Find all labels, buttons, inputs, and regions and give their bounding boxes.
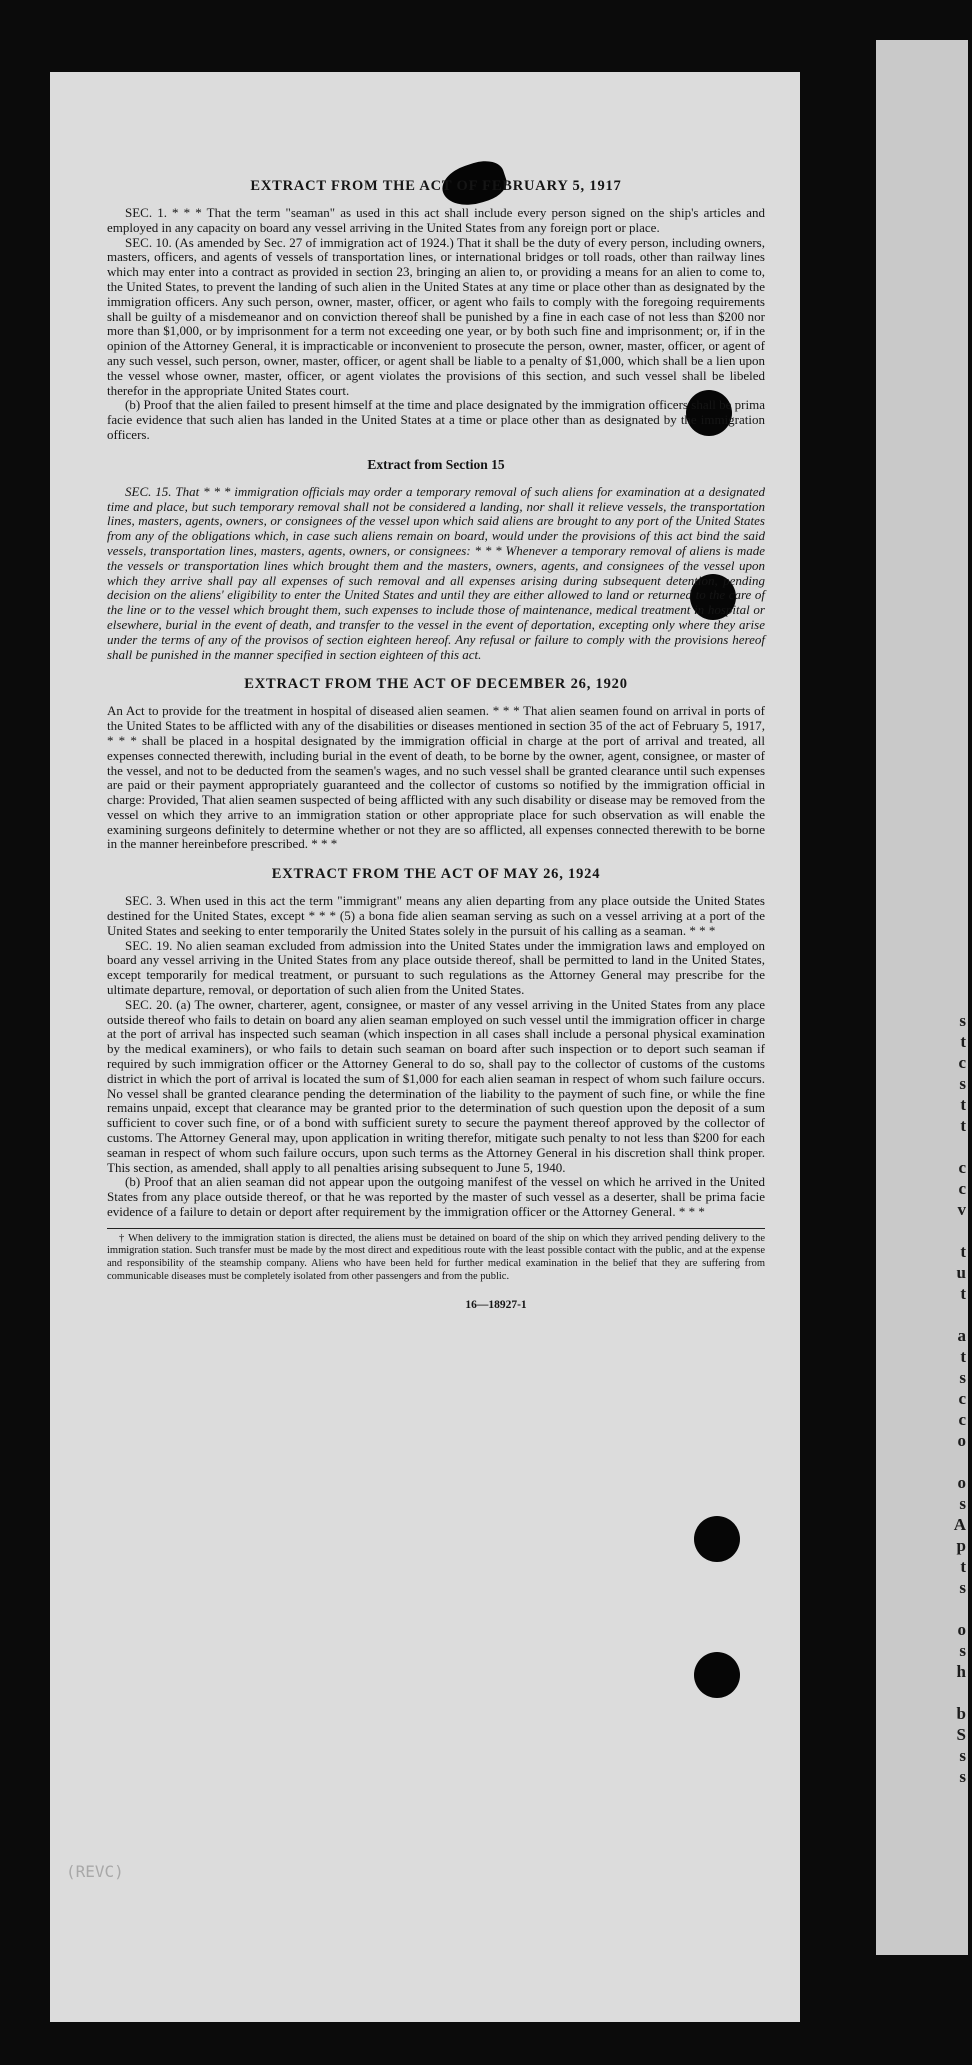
edge-letter: S [956,1725,966,1744]
act-1920-paragraph: An Act to provide for the treatment in hospital of diseased alien seamen. * * * That alien seamen found on arrival in ports of the United States to be afflicted with any of the disabilities or diseases mentioned in section 35 of the act of February 5, 1917, * * * shall be placed in a hospital designated by the immigration official in charge at the port of arrival and treated, all expenses connected therewith, including burial in the event of death, to be borne by the owner, agent, consignee, or master of the vessel, and not to be deducted from the seamen's wages, and no such vessel shall be granted clearance until such expenses are paid or their payment appropriately guaranteed and the collector of customs so notified by the immigration official in charge: Provided, That alien seamen suspected of being afflicted with any such disability or disease may be removed from the vessel on which they arrive to an immigration station or other appropriate place for such observation as will enable the examining surgeons definitely to determine whether or not they are so afflicted, all expenses connected therewith to be borne in the manner hereinbefore prescribed. * * * [107,703,765,852]
edge-letter: s [959,1746,966,1765]
edge-letter [954,1136,966,1157]
edge-letter: u [956,1263,966,1282]
edge-letter: t [960,1032,966,1051]
punch-hole-4 [694,1652,740,1698]
edge-letter: c [958,1179,966,1198]
footnote-divider [107,1228,765,1229]
edge-letter: A [953,1515,966,1534]
edge-letter: s [959,1368,966,1387]
edge-letter: s [959,1578,966,1597]
section-15-paragraph: SEC. 15. That * * * immigration officials may order a temporary removal of such aliens for examination at a designated time and place, but such temporary removal shall not be considered a landing, nor shall it relieve vessels, the transportation lines, masters, agents, owners, or consignees of the vessel upon which said aliens are brought to any port of the United States from any of the obligations which, in case such aliens remain on board, would under the provisions of this act bind the said vessels, transportation lines, masters, agents, owners, or consignees: * * * Whenever a temporary removal of aliens is made the vessels or transportation lines which brought them and the masters, owners, agents, and consignees of the vessel upon which they arrive shall pay all expenses of such removal and all expenses arising during subsequent detention, pending decision on the aliens' eligibility to enter the United States and until they are either allowed to land or returned to the care of the line or to the vessel which brought them, such expenses to include those of maintenance, medical treatment in hospital or elsewhere, burial in the event of death, and transfer to the vessel in the event of deportation, excepting only where they arise under the terms of any of the provisos of section eighteen hereof. Any refusal or failure to comply with the provisions hereof shall be punished in the manner specified in section eighteen of this act. [107,483,765,662]
edge-letter [954,1304,966,1325]
edge-letter: o [957,1431,966,1450]
edge-letter: s [959,1074,966,1093]
edge-letter: t [960,1557,966,1576]
adjacent-page-edge-letters [954,1010,966,1787]
edge-letter: v [957,1200,966,1219]
edge-letter [954,1682,966,1703]
punch-hole-3 [694,1516,740,1562]
edge-letter: p [956,1536,966,1555]
heading-act-1924: EXTRACT FROM THE ACT OF MAY 26, 1924 [271,866,601,883]
edge-letter: h [956,1662,966,1681]
edge-letter: s [959,1494,966,1513]
edge-letter: c [958,1410,966,1429]
footnote: † When delivery to the immigration station is directed, the aliens must be detained on board of the ship on which they arrived pending delivery to the immigration station. Such transfer must be made by the most direct and expeditious route with the least possible contact with the public, and at the expense and responsibility of the steamship company. Aliens who have been held for further medical examination in the belief that they are suffering from communicable diseases must be completely isolated from other passengers and from the public. [107,1232,765,1282]
document-page [50,72,800,2022]
heading-act-1920: EXTRACT FROM THE ACT OF DECEMBER 26, 1920 [244,676,628,693]
edge-letter: c [958,1053,966,1072]
edge-letter [954,1220,966,1241]
section-10-paragraph: SEC. 10. (As amended by Sec. 27 of immigration act of 1924.) That it shall be the duty of every person, including owners, masters, officers, and agents of vessels of transportation lines, or international bridges or toll roads, other than railway lines which may enter into a contract as provided in section 23, bringing an alien to, or providing a means for an alien to come to, the United States, to prevent the landing of such alien in the United States at any time or place other than as designated by the immigration officers. Any such person, owner, master, officer, or agent who fails to comply with the foregoing requirements shall be guilty of a misdemeanor and on conviction thereof shall be punished by a fine in each case of not less than $200 nor more than $1,000, or by imprisonment for a term not exceeding one year, or by both such fine and imprisonment; or, if in the opinion of the Attorney General, it is impracticable or inconvenient to prosecute the person, owner, master, officer, or agent of any such vessel, such person, owner, master, officer, or agent shall be liable to a penalty of $1,000, which shall be a lien upon the vessel whose owner, master, officer, or agent violates the provisions of this section, and such vessel shall be libeled therefor in the appropriate United States court. [107,234,765,398]
edge-letter: c [958,1389,966,1408]
edge-letter: t [960,1347,966,1366]
heading-section-15: Extract from Section 15 [367,456,505,472]
adjacent-page-strip [876,40,968,1955]
edge-letter: t [960,1284,966,1303]
section-3-paragraph: SEC. 3. When used in this act the term "immigrant" means any alien departing from any place outside the United States destined for the United States, except * * * (5) a bona fide alien seaman serving as such on a vessel arriving at a port of the United States and seeking to enter temporarily the United States solely in the pursuit of his calling as a seaman. * * * [107,893,765,938]
edge-letter: o [957,1473,966,1492]
edge-letter: c [958,1158,966,1177]
edge-letter: b [956,1704,966,1723]
section-19-paragraph: SEC. 19. No alien seaman excluded from admission into the United States under the immigration laws and employed on board any vessel arriving in the United States from any place outside thereof, shall be permitted to land in the United States, except temporarily for medical treatment, or pursuant to such regulations as the Attorney General may prescribe for the ultimate departure, removal, or deportation of such alien from the United States. [107,937,765,998]
document-body [107,176,765,1311]
margin-stamp: (REVC) [66,1862,124,1881]
edge-letter: s [959,1641,966,1660]
edge-letter: a [957,1326,966,1345]
edge-letter: t [960,1095,966,1114]
edge-letter [954,1598,966,1619]
form-number: 16—18927-1 [465,1299,527,1312]
section-20b-paragraph: (b) Proof that an alien seaman did not appear upon the outgoing manifest of the vessel on which he arrived in the United States from any place outside thereof, or that he was reported by the master of such vessel as a deserter, shall be prima facie evidence of a failure to detain or deport after requirement by the immigration officer or the Attorney General. * * * [107,1174,765,1220]
edge-letter: s [959,1767,966,1786]
edge-letter: t [960,1242,966,1261]
edge-letter: o [957,1620,966,1639]
section-10b-paragraph: (b) Proof that the alien failed to present himself at the time and place designated by the immigration officers shall be prima facie evidence that such alien has landed in the United States at a time or place other than as designated by the immigration officers. [107,397,765,442]
edge-letter [954,1451,966,1472]
section-1-paragraph: SEC. 1. * * * That the term "seaman" as used in this act shall include every person signed on the ship's articles and employed in any capacity on board any vessel arriving in the United States from any foreign port or place. [107,205,765,235]
section-20a-paragraph: SEC. 20. (a) The owner, charterer, agent, consignee, or master of any vessel arriving in the United States from any place outside thereof who fails to detain on board any alien seaman employed on such vessel until the immigration officer in charge at the port of arrival has inspected such seaman (which inspection in all cases shall include a personal physical examination by the medical examiners), or who fails to detain such seaman on board after such inspection or to deport such seaman if required by such immigration officer or the Attorney General to do so, shall pay to the collector of customs of the customs district in which the port of arrival is located the sum of $1,000 for each alien seaman in respect of whom such failure occurs. No vessel shall be granted clearance pending the determination of the liability to the payment of such fine, or while the fine remains unpaid, except that clearance may be granted prior to the determination of such question upon the deposit of a sum sufficient to cover such fine, or of a bond with sufficient surety to secure the payment thereof approved by the collector of customs. The Attorney General may, upon application in writing therefor, mitigate such penalty to not less than $200 for each seaman in respect of whom such failure occurs, upon such terms as the Attorney General in his discretion shall think proper. This section, as amended, shall apply to all penalties arising subsequent to June 5, 1940. [107,996,765,1175]
edge-letter: s [959,1011,966,1030]
heading-act-1917: EXTRACT FROM THE ACT OF FEBRUARY 5, 1917 [250,178,622,194]
edge-letter: t [960,1116,966,1135]
